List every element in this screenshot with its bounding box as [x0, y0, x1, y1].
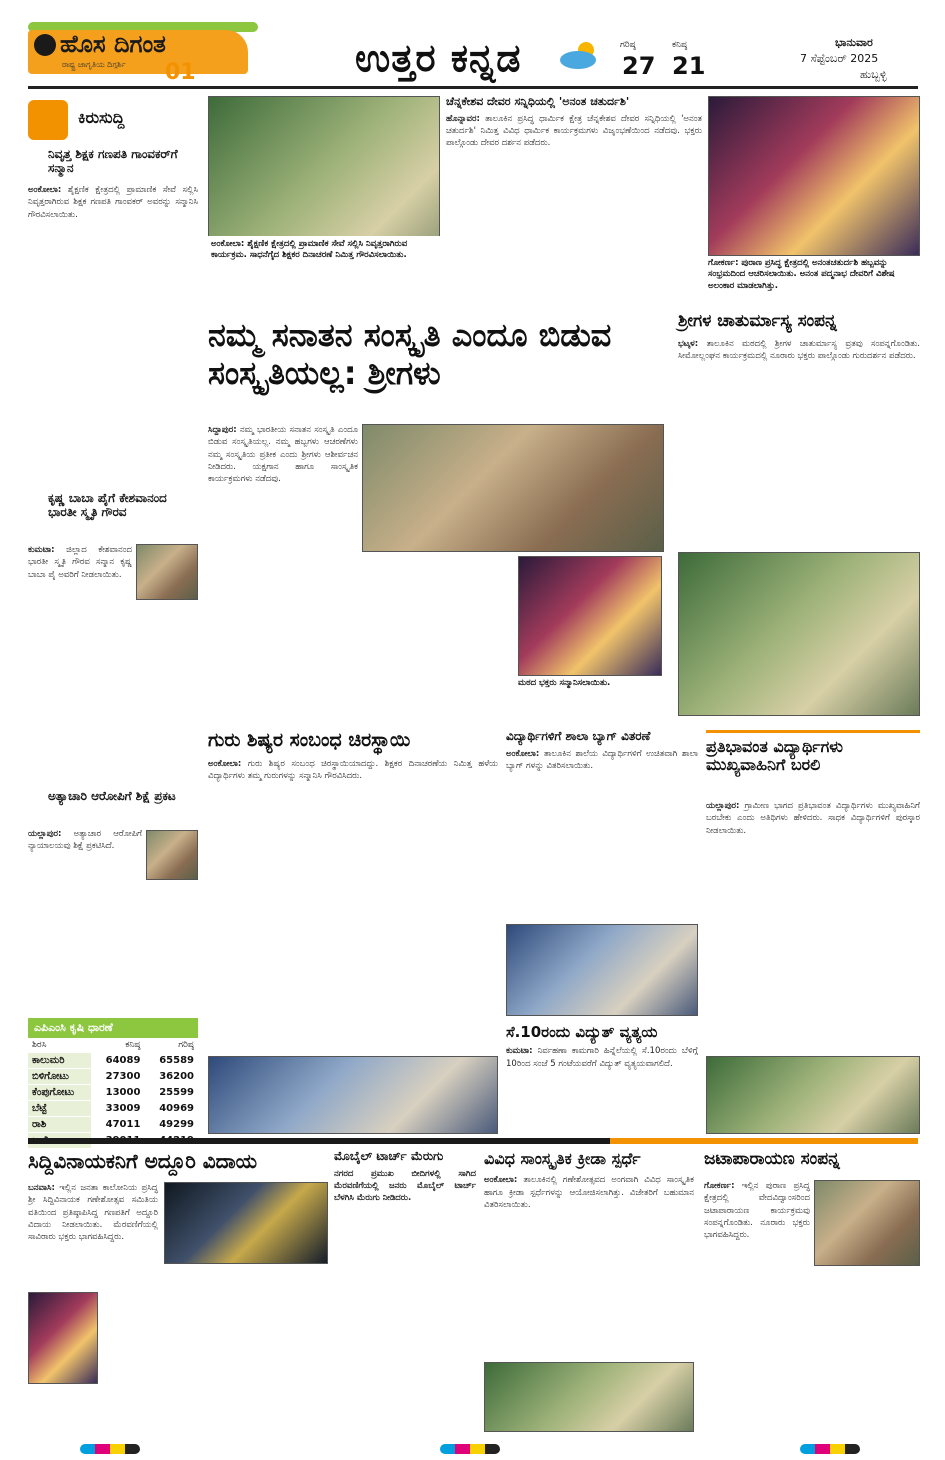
torch-box	[334, 1150, 476, 1270]
apmc-row	[28, 1085, 198, 1101]
apmc-min: 27300	[91, 1069, 145, 1085]
apmc-max: 40969	[144, 1101, 198, 1117]
paper-name: ಹೊಸ ದಿಗಂತ	[60, 30, 166, 58]
jata-body	[704, 1180, 810, 1430]
story3-text: ಅತ್ಯಾಚಾರ ಆರೋಪಿಗೆ ನ್ಯಾಯಾಲಯವು ಶಿಕ್ಷೆ ಪ್ರಕಟಿಸಿದೆ.	[28, 829, 142, 852]
ananta-dateline: ಹೊನ್ನಾವರ:	[446, 113, 480, 124]
schoolbag-headline: ವಿದ್ಯಾರ್ಥಿಗಳಿಗೆ ಶಾಲಾ ಬ್ಯಾಗ್ ವಿತರಣೆ	[506, 729, 651, 743]
siddhivinayaka-dateline: ಬನವಾಸಿ:	[28, 1183, 55, 1193]
ganesha-idol-photo	[28, 1292, 98, 1384]
story2-dateline: ಕುಮಟಾ:	[28, 545, 55, 555]
lead-body	[208, 424, 358, 714]
apmc-row	[28, 1101, 198, 1117]
jata-headline: ಜಟಾಪಾರಾಯಣ ಸಂಪನ್ನ	[704, 1149, 840, 1169]
weather-cloud-sun-icon	[556, 40, 606, 70]
sports-headline: ವಿವಿಧ ಸಾಂಸ್ಕೃತಿಕ ಕ್ರೀಡಾ ಸ್ಪರ್ಧೆ	[484, 1149, 641, 1168]
siddhivinayaka-text: ಇಲ್ಲಿನ ಜನತಾ ಕಾಲೋನಿಯ ಪ್ರಸಿದ್ಧ ಶ್ರೀ ಸಿದ್ದಿವಿನಾಯಕ ಗಣೇಶೋತ್ಸವ ಸಮಿತಿಯ ವತಿಯಿಂದ ಪ್ರತಿಷ್ಠಾಪಿಸಿದ್ದ ಗಣಪತಿಗೆ ಅದ್ದೂರಿ ವಿದಾಯ ನೀಡಲಾಯಿತು. ಮೆರವಣಿಗೆಯಲ್ಲಿ ಸಾವಿರಾರು ಭಕ್ತರು ಭಾಗವಹಿಸಿದ್ದರು.	[28, 1183, 158, 1243]
min-temp-label: ಕನಿಷ್ಠ	[672, 40, 688, 50]
masthead-rule	[28, 86, 918, 89]
paper-tagline: ರಾಷ್ಟ್ರ ಜಾಗೃತಿಯ ದಿಗ್ಗರ್ಶಿ	[62, 60, 126, 69]
guru-body	[208, 758, 498, 1048]
story2-text: ಜಿಲ್ಲಾದ ಕೇಶವಾನಂದ ಭಾರತೀ ಸ್ಮೃತಿ ಗೌರವ ಸನ್ಮಾನ ಕೃಷ್ಣ ಬಾಬಾ ಪೈ ಅವರಿಗೆ ನೀಡಲಾಯಿತು.	[28, 545, 132, 580]
apmc-max: 49299	[144, 1117, 198, 1133]
issue-date: 7 ಸೆಪ್ಟೆಂಬರ್ 2025	[800, 52, 879, 65]
power-story	[506, 1024, 698, 1134]
schoolbag-text: ತಾಲೂಕಿನ ಶಾಲೆಯ ವಿದ್ಯಾರ್ಥಿಗಳಿಗೆ ಉಚಿತವಾಗಿ ಶಾಲಾ ಬ್ಯಾಗ್ ಗಳನ್ನು ವಿತರಿಸಲಾಯಿತು.	[506, 748, 698, 772]
registration-marks	[440, 1444, 500, 1454]
lead-dateline: ಸಿದ್ದಾಪುರ:	[208, 425, 237, 435]
meritorious-photo	[706, 1056, 920, 1134]
schoolbag-body	[506, 748, 698, 898]
top-photo-caption: ಅಂಕೋಲಾ: ಶೈಕ್ಷಣಿಕ ಕ್ಷೇತ್ರದಲ್ಲಿ ಪ್ರಾಮಾಣಿಕ ಸೇವೆ ಸಲ್ಲಿಸಿ ನಿವೃತ್ತರಾಗಿರುವ ಕಾರ್ಯಕ್ರಮ. ಸಾಧನೆಗೈದ ಶಿಕ್ಷಕರ ದಿನಾಚರಣೆ ನಿಮಿತ್ತ ಗೌರವಿಸಲಾಯಿತು.	[208, 236, 440, 306]
procession-photo	[164, 1182, 328, 1264]
apmc-table-block	[28, 1018, 198, 1128]
ananta-story	[446, 96, 702, 318]
guru-dateline: ಅಂಕೋಲಾ:	[208, 758, 242, 769]
ananta-text: ತಾಲೂಕಿನ ಪ್ರಸಿದ್ಧ ಧಾರ್ಮಿಕ ಕ್ಷೇತ್ರ ಚೆನ್ನಕೇಶವ ದೇವರ ಸನ್ನಿಧಿಯಲ್ಲಿ 'ಅನಂತ ಚತುರ್ದಶಿ' ನಿಮಿತ್ತ ವಿವಿಧ ಧಾರ್ಮಿಕ ಕಾರ್ಯಕ್ರಮಗಳು ವಿಜೃಂಭಣೆಯಿಂದ ನಡೆದವು. ಭಕ್ತರು ಪಾಲ್ಗೊಂಡು ದೇವರ ದರ್ಶನ ಪಡೆದರು.	[446, 113, 702, 149]
power-dateline: ಕುಮಟಾ:	[506, 1046, 533, 1057]
story1-headline: ನಿವೃತ್ತ ಶಿಕ್ಷಕ ಗಣಪತಿ ಗಾಂವಕರ್‌ಗೆ ಸನ್ಮಾನ	[48, 147, 178, 175]
apmc-header: ಗರಿಷ್ಠ	[144, 1038, 198, 1053]
chaturmasya-body	[678, 338, 920, 558]
masthead	[0, 0, 945, 92]
meritorious-headline: ಪ್ರತಿಭಾವಂತ ವಿದ್ಯಾರ್ಥಿಗಳು ಮುಖ್ಯವಾಹಿನಿಗೆ ಬರಲಿ	[706, 737, 843, 775]
lead-headline: ನಮ್ಮ ಸನಾತನ ಸಂಸ್ಕೃತಿ ಎಂದೂ ಬಿಡುವ ಸಂಸ್ಕೃತಿಯಲ್ಲ: ಶ್ರೀಗಳು	[208, 316, 612, 393]
apmc-min: 64089	[91, 1053, 145, 1069]
lead-caption: ಮಠದ ಭಕ್ತರು ಸನ್ಮಾನಿಸಲಾಯಿತು.	[518, 678, 662, 698]
schoolbag-dateline: ಅಂಕೋಲಾ:	[506, 748, 540, 759]
meritorious-text: ಗ್ರಾಮೀಣ ಭಾಗದ ಪ್ರತಿಭಾವಂತ ವಿದ್ಯಾರ್ಥಿಗಳು ಮುಖ್ಯವಾಹಿನಿಗೆ ಬರಬೇಕು ಎಂದು ಅತಿಥಿಗಳು ಹೇಳಿದರು. ಸಾಧಕ ವಿದ್ಯಾರ್ಥಿಗಳಿಗೆ ಪುರಸ್ಕಾರ ನೀಡಲಾಯಿತು.	[706, 801, 920, 836]
kirusuddi-label: ಕಿರುಸುದ್ದಿ	[78, 108, 125, 127]
apmc-crop: ಬೆಟ್ಟೆ	[28, 1101, 91, 1117]
chaturmasya-dateline: ಭಟ್ಕಳ:	[678, 338, 699, 349]
story3-portrait	[146, 830, 198, 880]
apmc-row	[28, 1053, 198, 1069]
schoolbag-photo	[506, 924, 698, 1016]
lead-body-cont	[362, 556, 512, 716]
story2-headline: ಕೃಷ್ಣ ಬಾಬಾ ಪೈಗೆ ಕೇಶವಾನಂದ ಭಾರತೀ ಸ್ಮೃತಿ ಗೌರವ	[48, 491, 167, 519]
meritorious-dateline: ಯಲ್ಲಾಪುರ:	[706, 801, 740, 811]
sports-text: ತಾಲೂಕಿನಲ್ಲಿ ಗಣೇಶೋತ್ಸವದ ಅಂಗವಾಗಿ ವಿವಿಧ ಸಾಂಸ್ಕೃತಿಕ ಹಾಗೂ ಕ್ರೀಡಾ ಸ್ಪರ್ಧೆಗಳನ್ನು ಆಯೋಜಿಸಲಾಗಿತ್ತು. ವಿಜೇತರಿಗೆ ಬಹುಮಾನ ವಿತರಿಸಲಾಯಿತು.	[484, 1175, 694, 1211]
jata-dateline: ಗೋಕರ್ಣ:	[704, 1181, 735, 1191]
apmc-max: 25599	[144, 1085, 198, 1101]
registration-marks	[800, 1444, 860, 1454]
apmc-header-row	[28, 1038, 198, 1053]
max-temp: 27	[622, 52, 656, 80]
story1-dateline: ಅಂಕೋಲಾ:	[28, 185, 62, 195]
siddhivinayaka-headline: ಸಿದ್ದಿವಿನಾಯಕನಿಗೆ ಅದ್ದೂರಿ ವಿದಾಯ	[28, 1149, 258, 1173]
story3-body	[28, 828, 142, 968]
yakshagana-photo	[518, 556, 662, 676]
edition-city: ಹುಬ್ಬಳ್ಳಿ	[860, 68, 887, 81]
meritorious-accent	[706, 730, 920, 733]
ananta-headline: ಚೆನ್ನಕೇಶವ ದೇವರ ಸನ್ನಿಧಿಯಲ್ಲಿ 'ಅನಂತ ಚತುರ್ದಶಿ'	[446, 95, 630, 108]
page-number: 01	[165, 60, 196, 85]
meritorious-story	[706, 730, 920, 1050]
power-text: ನಿರ್ವಹಣಾ ಕಾಮಗಾರಿ ಹಿನ್ನೆಲೆಯಲ್ಲಿ ಸೆ.10ರಂದು ಬೆಳಿಗ್ಗೆ 10ರಿಂದ ಸಂಜೆ 5 ಗಂಟೆಯವರೆಗೆ ವಿದ್ಯುತ್ ವ್ಯತ್ಯಯವಾಗಲಿದೆ.	[506, 1046, 698, 1069]
guru-headline: ಗುರು ಶಿಷ್ಯರ ಸಂಬಂಧ ಚಿರಸ್ಥಾಯಿ	[208, 729, 411, 751]
pointing-hand-icon	[28, 100, 68, 140]
apmc-table	[28, 1038, 198, 1149]
max-temp-label: ಗರಿಷ್ಠ	[620, 40, 636, 50]
apmc-min: 47011	[91, 1117, 145, 1133]
siddhivinayaka-body	[28, 1182, 158, 1290]
section-title: ಉತ್ತರ ಕನ್ನಡ	[355, 36, 522, 80]
lead-felicitation-photo	[362, 424, 664, 552]
apmc-crop: ಬಿಳಿಗೋಟು	[28, 1069, 91, 1085]
apmc-title: ಎಪಿಎಂಸಿ ಕೃಷಿ ಧಾರಣೆ	[28, 1018, 198, 1038]
apmc-max: 36200	[144, 1069, 198, 1085]
meritorious-body	[706, 800, 920, 1050]
apmc-min: 13000	[91, 1085, 145, 1101]
torch-headline: ಮೊಬೈಲ್ ಟಾರ್ಚ್ ಮೆರುಗು	[334, 1149, 444, 1163]
torch-body: ನಗರದ ಪ್ರಮುಖ ಬೀದಿಗಳಲ್ಲಿ ಸಾಗಿದ ಮೆರವಣಿಗೆಯಲ್ಲಿ ಜನರು ಮೊಬೈಲ್ ಟಾರ್ಚ್ ಬೆಳಗಿಸಿ ಮೆರುಗು ನೀಡಿದರು.	[334, 1168, 476, 1204]
story2-portrait	[136, 544, 198, 600]
ananta-body	[446, 113, 702, 313]
power-headline: ಸೆ.10ರಂದು ವಿದ್ಯುತ್ ವ್ಯತ್ಯಯ	[506, 1023, 658, 1041]
story3-dateline: ಯಲ್ಲಾಪುರ:	[28, 829, 62, 839]
gokarna-caption: ಗೋಕರ್ಣ: ಪುರಾಣ ಪ್ರಸಿದ್ಧ ಕ್ಷೇತ್ರದಲ್ಲಿ ಅನಂತಚತುರ್ದಶಿ ಹಬ್ಬವನ್ನು ಸಂಭ್ರಮದಿಂದ ಆಚರಿಸಲಾಯಿತು. ಅನಂತ ಪದ್ಮನಾಭ ದೇವರಿಗೆ ವಿಶೇಷ ಅಲಂಕಾರ ಮಾಡಲಾಗಿತ್ತು.	[708, 258, 920, 320]
jata-photo	[814, 1180, 920, 1266]
story3-headline: ಅತ್ಯಾಚಾರಿ ಆರೋಪಿಗೆ ಶಿಕ್ಷೆ ಪ್ರಕಟ	[48, 789, 176, 803]
jata-text: ಇಲ್ಲಿನ ಪುರಾಣ ಪ್ರಸಿದ್ಧ ಕ್ಷೇತ್ರದಲ್ಲಿ ವೇದವಿದ್ವಾಂಸರಿಂದ ಜಟಾಪಾರಾಯಣ ಕಾರ್ಯಕ್ರಮವು ಸಂಪನ್ನಗೊಂಡಿತು. ನೂರಾರು ಭಕ್ತರು ಭಾಗವಹಿಸಿದ್ದರು.	[704, 1181, 810, 1241]
story1-text: ಶೈಕ್ಷಣಿಕ ಕ್ಷೇತ್ರದಲ್ಲಿ ಪ್ರಾಮಾಣಿಕ ಸೇವೆ ಸಲ್ಲಿಸಿ ನಿವೃತ್ತರಾಗಿರುವ ಶಿಕ್ಷಕ ಗಣಪತಿ ಗಾಂವಕರ್ ಅವರನ್ನು ಸನ್ಮಾನಿಸಿ ಗೌರವಿಸಲಾಯಿತು.	[28, 185, 198, 220]
sports-body	[484, 1174, 694, 1344]
sports-dateline: ಅಂಕೋಲಾ:	[484, 1175, 518, 1186]
guru-text: ಗುರು ಶಿಷ್ಯರ ಸಂಬಂಧ ಚಿರಸ್ಥಾಯಿಯಾದದ್ದು. ಶಿಕ್ಷಕರ ದಿನಾಚರಣೆಯ ನಿಮಿತ್ತ ಹಳೆಯ ವಿದ್ಯಾರ್ಥಿಗಳು ತಮ್ಮ ಗುರುಗಳನ್ನು ಸನ್ಮಾನಿಸಿ ಗೌರವಿಸಿದರು.	[208, 758, 498, 782]
apmc-row	[28, 1117, 198, 1133]
story1-body	[28, 184, 198, 484]
apmc-header: ಕನಿಷ್ಠ	[91, 1038, 145, 1053]
story2-body	[28, 544, 132, 754]
chaturmasya-headline: ಶ್ರೀಗಳ ಚಾತುರ್ಮಾಸ್ಯ ಸಂಪನ್ನ	[678, 311, 837, 331]
apmc-row	[28, 1069, 198, 1085]
chaturmasya-text: ತಾಲೂಕಿನ ಮಠದಲ್ಲಿ ಶ್ರೀಗಳ ಚಾತುರ್ಮಾಸ್ಯ ವ್ರತವು ಸಂಪನ್ನಗೊಂಡಿತು. ಸೀಮೋಲ್ಲಂಘನ ಕಾರ್ಯಕ್ರಮದಲ್ಲಿ ನೂರಾರು ಭಕ್ತರು ಪಾಲ್ಗೊಂಡು ಗುರುದರ್ಶನ ಪಡೆದರು.	[678, 338, 920, 361]
sports-photo	[484, 1362, 694, 1432]
guru-photo	[208, 1056, 498, 1134]
bottom-band-accent	[610, 1138, 918, 1144]
kirusuddi-column	[28, 100, 198, 1020]
guru-story	[208, 730, 498, 1060]
apmc-crop: ರಾಶಿ	[28, 1117, 91, 1133]
gokarna-deity-photo	[708, 96, 920, 256]
lead-text: ನಮ್ಮ ಭಾರತೀಯ ಸನಾತನ ಸಂಸ್ಕೃತಿ ಎಂದೂ ಬಿಡುವ ಸಂಸ್ಕೃತಿಯಲ್ಲ. ನಮ್ಮ ಹಬ್ಬಗಳು ಆಚರಣೆಗಳು ನಮ್ಮ ಸಂಸ್ಕೃತಿಯ ಪ್ರತೀಕ ಎಂದು ಶ್ರೀಗಳು ಆಶೀರ್ವಚನ ನೀಡಿದರು. ಯಕ್ಷಗಾನ ಹಾಗೂ ಸಾಂಸ್ಕೃತಿಕ ಕಾರ್ಯಕ್ರಮಗಳು ನಡೆದವು.	[208, 425, 358, 485]
apmc-min: 33009	[91, 1101, 145, 1117]
min-temp: 21	[672, 52, 706, 80]
apmc-max: 65589	[144, 1053, 198, 1069]
day-name: ಭಾನುವಾರ	[835, 36, 873, 49]
apmc-crop: ಕೆಂಪುಗೋಟು	[28, 1085, 91, 1101]
registration-marks	[80, 1444, 140, 1454]
apmc-crop: ಕಾಲುಮರಿ	[28, 1053, 91, 1069]
chaturmasya-photo	[678, 552, 920, 716]
apmc-header: ಶಿರಸಿ	[28, 1038, 91, 1053]
logo-icon	[34, 34, 56, 56]
power-body	[506, 1045, 698, 1127]
